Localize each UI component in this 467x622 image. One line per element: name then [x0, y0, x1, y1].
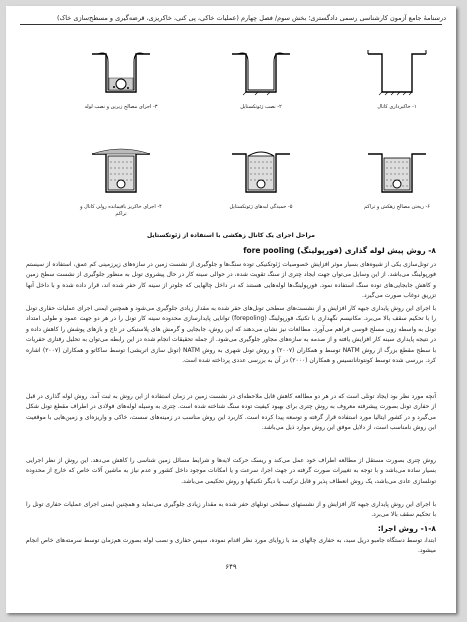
paragraph-5: با اجرای این روش پایداری جبهه کار افزایش و از نشستهای سطحی تونلهای حفر شده به مقدار زیادی جلوگیری می‌نماید و همچنین ایمنی اجرای عملیات حفاری تونل را با تحکیم سقف بالا می‌برد. — [26, 501, 436, 519]
header-rule — [20, 24, 442, 25]
page-number: ۶۴۹ — [225, 563, 237, 571]
trench-step-3-drawing — [88, 46, 154, 100]
trench-step-4-drawing — [88, 146, 154, 200]
step-2-caption: ۲- نصب ژئوتکستایل — [240, 104, 282, 110]
document-page — [6, 6, 456, 613]
step-6-caption: ۶- ریختن مصالح زهکش و تراکم — [364, 204, 430, 210]
running-header: درسنامهٔ جامع آزمون کارشناسی رسمی دادگستری؛ بخش سوم/ فصل چهارم (عملیات خاکی، پی کنی، خاکریزی، قرضه‌گیری و مسطح‌سازی خاک) — [56, 14, 446, 22]
paragraph-3: آنچه مورد نظر بود ایجاد تونلی است که در هر دو مطالعه کاهش قابل ملاحظه‌ای در نشست زمین در زمان استفاده از این روش به ثبت آمد. روش لوله گذاری در قبل از حفاری تونل بصورت پیشرفته معروف به روش چتری برای بهبود کیفیت توده سنگ شناخته شده است. چتری به وسیله لوله‌های فولادی در اطراف مقطع تونل شکل می‌گیرد و در کشور ایتالیا مورد استفاده قرار گرفته و توسعه پیدا کرده است. کاربرد این روش مناسب در زمینه‌های سست، خاکی و واریزه‌ای و زمین‌هایی با موقعیت این روش نامناسب است، از دلایل موفق این روش موارد ذیل می‌باشد. — [26, 393, 436, 432]
subsection-paragraph: ابتدا، توسط دستگاه جامبو دریل سبد، به حفاری چالهای مد با زوایای مورد نظر اقدام نموده، سپس حفاری و نصب لوله بصورت هم‌زمان توسط سرمته‌های خاص انجام میشود. — [26, 537, 436, 555]
paragraph-1: در تونل‌سازی یکی از شیوه‌های بسیار موثر افزایش خصوصیات ژئوتکنیکی توده سنگ‌ها و جلوگیری از نشست زمین در سازه‌های زیرزمینی کم عمق، استفاده از سیستم فورپولینگ می‌باشد. از این وسایل می‌توان جهت ایجاد چتری از سنگ تقویت شده، در حوالی سینه کار در حال پیشروی تونل به منظور جلوگیری از نشست سطح زمین و کاهش جابجایی‌های توده سنگ استفاده نمود. فورپولینگ‌ها لوله‌هایی هستند که در داخل چالهایی که جلوتر از سینه کار حفر شده اند، قرار داده شده و با داخل آنها تزریق دوغاب صورت می‌گیرد. — [26, 261, 436, 300]
section-heading: ۸- روش پیش لوله گذاری (فورپولینگ) fore pooling — [243, 246, 436, 255]
trench-step-2-drawing — [228, 46, 294, 100]
paragraph-2: با اجرای این روش پایداری جبهه کار افزایش و از نشست‌های سطحی تونل‌های حفر شده به مقدار زیادی جلوگیری می‌شود و همچنین ایمنی اجرای عملیات حفاری تونل را با تحکیم سقف بالا می‌برد. مکانیسم نگهداری با تکنیک فورپولینگ (forepoling) توانایی پایدارسازی محدوده سینه کار تونل را در هر دو جهت عمود و طولی امتداد تونل به واسطه زون مسلح قوسی فراهم می‌آورد. مطالعات نیز نشان می‌دهند که این روش، جابجایی و گرمش های پلاستیکی در تاج و بازهای پوشش را کاهش داده و در نتیجه پایداری سینه کار افزایش یافته و از صدمه به سازه‌های مجاور جلوگیری می‌شود. از جمله تحقیقات انجام شده در این رابطه می‌توان به تحلیل رفتاری حفریات با سطح مقطع بزرگ از روش NATM توسط و همکاران (۲۰۰۷) و روش تونل شهری به روش NATM (تونل سازی اتریشی) توسط ساکاتو و همکاران (۲۰۰۷) اشاره کرد. بررسی شده توسط کونتوتانانسیس و همکاران (۲۰۰۰) در آن به بررسی عددی پرداخته شده است. — [26, 305, 437, 365]
figure-caption: مراحل اجرای یک کانال زهکشی با استفاده از ژئوتکستایل — [147, 232, 315, 239]
step-4-caption: ۴- اجرای خاکریز باقیمانده رولی کانال و تراکم — [80, 204, 162, 217]
subsection-heading: ۱-۸- روش اجرا: — [377, 524, 436, 533]
trench-step-5-drawing — [228, 146, 294, 200]
step-1-caption: ۱- خاکبرداری کانال — [377, 104, 417, 110]
trench-step-1-drawing — [364, 46, 430, 100]
step-5-caption: ۵- خمیدگی لبه‌های ژئوتکستایل — [229, 204, 293, 210]
trench-step-6-drawing — [364, 146, 430, 200]
step-3-caption: ۳- اجرای مصالح زیرین و نصب لوله — [84, 104, 158, 110]
paragraph-4: روش چتری بصورت مستقل از مطالعه اطراف خود عمل می‌کند و ریسک حرکت لایه‌ها و شرایط مسائل زمین شناسی را کاهش می‌دهد. این روش از نظر اجرایی بسیار ساده می‌باشد و با توجه به تغییرات صورت گرفته در جهت اجرا، سرعت و یا امکانات موجود داخل کشور و عدم نیاز به ماشین آلات خاص که خارج از محدوده تونلسازی عادی می‌باشد، یک روش انعطاف پذیر و قابل ترکیب با دیگر تکنیکها و روش تحکیمی می‌باشد. — [26, 457, 436, 485]
